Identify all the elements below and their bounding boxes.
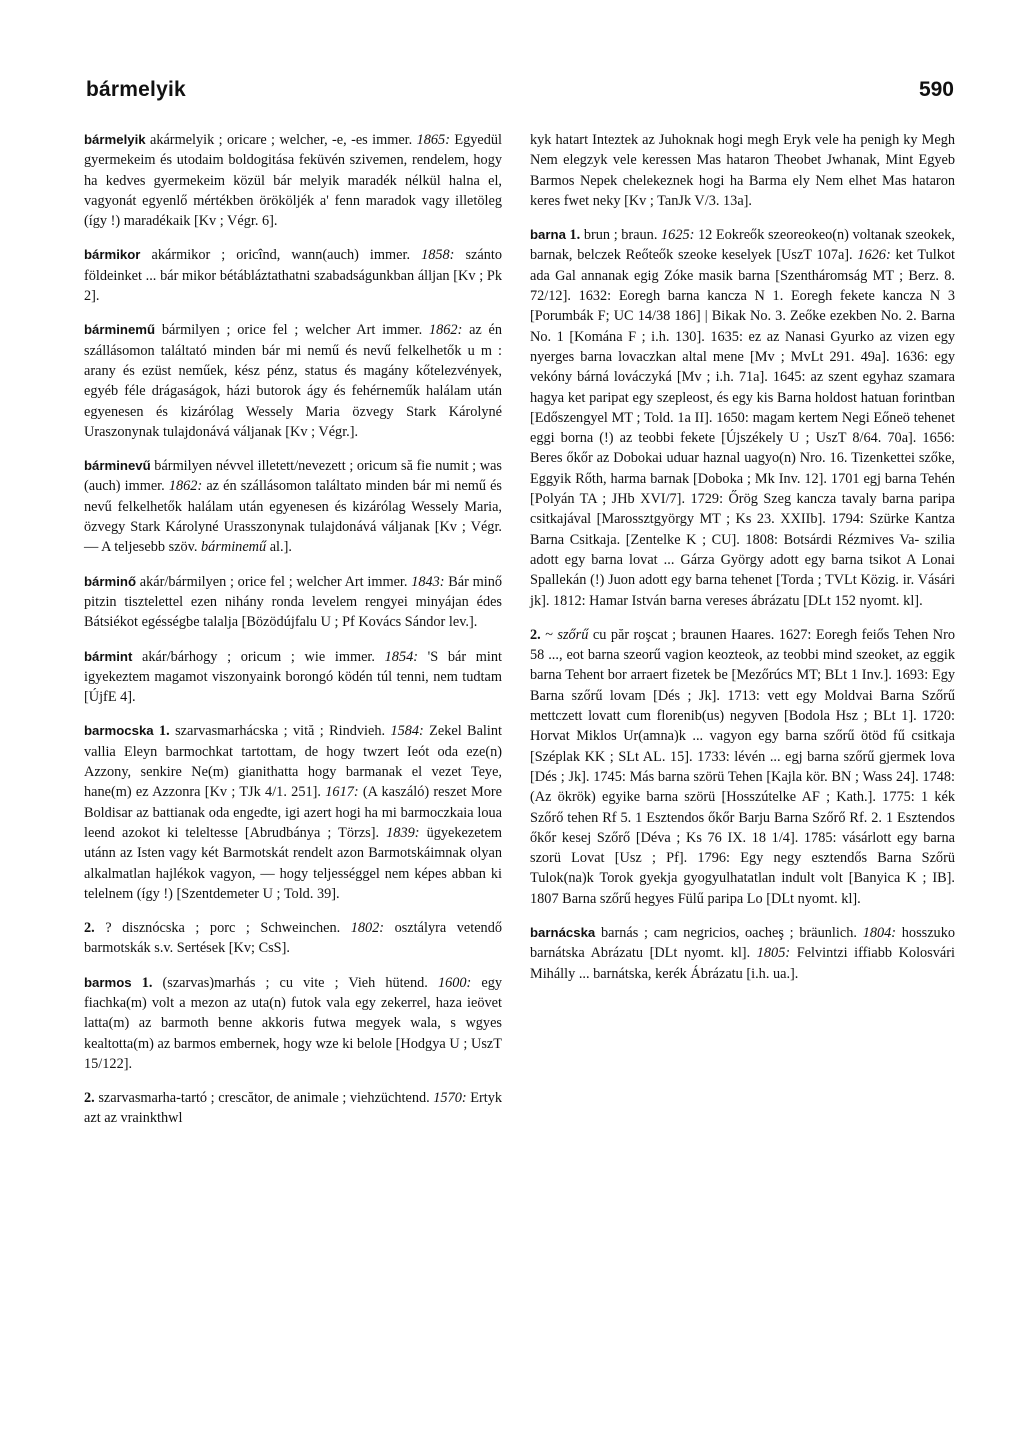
sense-number: 2. bbox=[530, 626, 541, 643]
entry-subterm: szőrű bbox=[557, 626, 589, 643]
citation-year: 1626: bbox=[857, 247, 891, 264]
citation-year: 1570: bbox=[433, 1090, 467, 1107]
citation-text: (A kaszáló) reszet More Boldisar az battianak oda engedte, igi azert hogi ha mi barmoczkaia loua leend azokot ki teleltesse [Abrudbánya ; Törzs]. bbox=[84, 784, 502, 841]
page-number: 590 bbox=[918, 78, 954, 101]
page-header bbox=[86, 78, 954, 108]
citation-year: 1617: bbox=[325, 784, 359, 801]
entry-reference: bárminemű bbox=[201, 539, 267, 556]
citation-year: 1804: bbox=[862, 924, 897, 941]
sense-number: 2. bbox=[84, 1090, 95, 1107]
citation-year: 1865: bbox=[416, 132, 450, 148]
entry-definition: akár/bármilyen ; orice fel ; welcher Art immer. bbox=[136, 573, 412, 590]
citation-text: 'S bár mint igyekeztem magamot viszonyaink borongó ködén túl tenni, nem tudtam [ÚjfE 4]. bbox=[84, 648, 502, 706]
citation-text: Felvintzi iffiabb Kolosvári Mihálly ... barnátska, kerék Ábrázatu [i.h. ua.]. bbox=[530, 945, 955, 982]
entry-headword: bárminevű bbox=[84, 458, 151, 474]
entry-definition: brun ; braun. bbox=[580, 227, 662, 244]
entry-headword: barmos bbox=[84, 974, 132, 990]
citation-text: Bár minő pitzin tisztelettel ezen nihány ronda levelem rengyei minyájan édes Bátsiékot egésségbe talalja [Bözödújfalu U ; Pf Kovács Sándor lev.]. bbox=[84, 573, 503, 631]
citation-year: 1625: bbox=[661, 227, 695, 244]
citation-text: Egyedül gyermekeim és utodaim boldogitása feküvén szivemen, rendelem, hogy ha kedves gyermekeim közül bár melyik maradék nélkül halna el, vagyonát egyenlő mértékben örököljék a' fenn maradok vagy illetöleg (így !) maradékaik [Kv ; Végr. 6]. bbox=[84, 132, 502, 230]
entry-headword: barmocska bbox=[84, 723, 154, 739]
citation-text: az én szállásomon találtató minden bár mi nemű és nevű felkelhetők u m : arany és ezüst neműek, kész pénz, status és magány kőtelezvények, egyéb féle drágaságok, házi butorok ágy és fehérneműk halálam után egyenesen és kizárólag Wessely Maria özvegy Stark Károlyné Uraszonynak tulajdonává váljanak [Kv ; Végr.]. bbox=[84, 322, 503, 440]
right-column bbox=[530, 130, 955, 998]
sense-number: 1. bbox=[131, 974, 153, 991]
entry-definition: szarvasmarha-tartó ; crescător, de animale ; viehzüchtend. bbox=[94, 1090, 434, 1107]
citation-text: hosszuko barnátska Abrázatu [DLt nyomt. kl]. bbox=[530, 924, 956, 962]
citation-text: osztályra vetendő barmotskák s.v. Sertések [Kv; CsS]. bbox=[84, 920, 502, 957]
entry-headword: bárminő bbox=[84, 573, 137, 589]
citation-text: al.]. bbox=[266, 539, 292, 556]
citation-year: 1802: bbox=[350, 920, 385, 937]
running-head: bármelyik bbox=[86, 78, 186, 101]
citation-year: 1805: bbox=[756, 945, 791, 962]
dictionary-entry bbox=[84, 320, 502, 442]
entry-headword: bármint bbox=[84, 648, 133, 664]
dictionary-entry bbox=[84, 456, 502, 557]
dictionary-entry bbox=[530, 225, 955, 611]
dictionary-entry bbox=[84, 245, 502, 306]
entry-headword: bárminemű bbox=[84, 322, 156, 338]
citation-text: cu păr roşcat ; braunen Haares. 1627: Eoregh feiős Tehen Nro 58 ..., eot barna szeorű vagion keozteok, az teobbi mind szeoket, az eggik barna Tehent bor arraert fizetek be [Mezőrúcs MT; BLt 1 Inv.]. 1693: Egy Barna szőrű lovam [Dés ; Jk]. 1713: vett egy Moldvai Barna Szőrű mettczett lovatt cum florenib(us) negyven [Bodola Hsz ; BLt 1]. 1720: Horvat Miklos Ur(amna)k ... vagyon egy barna szőrű ötöd fű csitkaja [Széplak KK ; SLt AL. 15]. 1733: lévén ... egj barna szőrű gjermek lova [Dés ; Jk]. 1745: Más barna szörü Tehen [Kajla kör. BN ; Wass 24]. 1748: (Az ökrök) egyike barna szörü [Hosszútelke AF ; Kath.]. 1775: 1 kék Szőrő tehen Rf 5. 1 Esztendos őkőr Barju Barna Szőrő Rf. 2. 1 Esztendos őkőr kesej Szőrő [Déva ; Ks 76 IX. 18 1/4]. 1785: vásárlott egy barna szorü Lovat [Usz ; Pf]. 1796: Egy negy esztendős Barna Szőrü Tulok(na)k Torok gyekja gyogyulhatatlan indult volt [Banyica K ; IB]. 1807 Barna szőrű hegyes Fülű paripa Lo [DLt nyomt. kl]. bbox=[530, 626, 955, 907]
entry-headword: barna bbox=[530, 227, 566, 243]
citation-year: 1858: bbox=[421, 247, 455, 264]
entry-definition: (szarvas)marhás ; cu vite ; Vieh hütend. bbox=[152, 974, 438, 991]
citation-text: ket Tulkot ada Gal annanak egig Zóke masik barna [Szentháromság MT ; Berz. 8. 72/12]. 1632: Eoregh barna kancza N 1. Eoregh fekete kancza N 3 [Porumbák F; UC 14/38 186] | Bikak No. 3. Zeőke ezekben No. 2. Barna No. 1 [Komána F ; i.h. 130]. 1635: ez az Nanasi Gyurko az vizen egy nyerges barna lovaczkan altal mene [Mv ; MvLt 291. 49a]. 1636: egy vekóny bárná lováczyká [Mv ; i.h. 71a]. 1645: az szent egyhaz szamara hagya ket paripat egy szepleost, és egy kis Barna holdost hatuan forintban [Edőszengyel MT ; Told. 1a II]. 1650: magam kertem Negi Eőneö tehenet eggi borna (!) az teobbi fekete [Újszékely U ; UszT 8/64. 70a]. 1656: Beres őkőr az Dobokai uduar haznal uagyo(n) Nro. 16. Tizenkettei szőke, Eggyik Rőth, harma barnak [Doboka ; Mk Inv. 12]. 1701 egj barna Tehén [Polyán TA ; JHb XVI/7]. 1729: Őrög Szeg kancza tavaly barna paripa csitkajával [Marossztgyörgy MT ; Ks 23. XXIIb]. 1794: Szürke Kantza Barna Csitkaja. [Zentelke K ; CU]. 1808: Botsárdi Rézmives Va- szilia adott egy barna lovat ... Gárza György adott egy barna tsikot A Lonai Spallekán (!) Juon adott egy barna tehenet [Torda ; TVLt Közig. ir. Vásári jk]. 1812: Hamar István barna vereses ábrázatu [DLt 152 nyomt. kl]. bbox=[530, 247, 955, 609]
citation-text: egy fiachka(m) volt a mezon az uta(n) futok vala egy zekerrel, haza ieövet latta(m) az barmoth benne akkoris futwa megyek wala, s wgyes kealtotta(m) az barmos embernek, hogy wze ki belole [Hodgya U ; UszT 15/122]. bbox=[84, 974, 503, 1072]
citation-year: 1862: bbox=[428, 322, 463, 339]
entry-definition: kyk hatart Inteztek az Juhoknak hogi megh Eryk vele ha penigh ky Megh Nem elegzyk vele keressen Mas hataron Theobet Jwhanak, Mint Egyeb Barmos Nepek chelekeznek hogi ha Barma ely Nem elhet Mas hataron keres fwet neky [Kv ; TanJk V/3. 13a]. bbox=[530, 132, 955, 209]
entry-headword: bármelyik bbox=[84, 132, 146, 147]
citation-text: 12 Eokreők szeoreokeo(n) voltanak szeokek, barnak, belczek Reőteők szeoke keselyek [UszT 107a]. bbox=[530, 227, 956, 264]
entry-definition: bármilyen ; orice fel ; welcher Art immer. bbox=[155, 322, 429, 339]
entry-definition: akár/bárhogy ; oricum ; wie immer. bbox=[132, 648, 385, 665]
dictionary-entry bbox=[84, 130, 502, 231]
citation-text: az én szállásomon találtato minden bár mi nemű és nevű felkelhetők halálam után egyenesen és kizárólag Wessely Maria, özvegy Stark Károlyné Urasszonynak tulajdonává váljanak [Kv ; Végr. — A teljesebb szöv. bbox=[84, 478, 503, 556]
entry-definition: ~ bbox=[540, 626, 558, 643]
citation-year: 1584: bbox=[390, 723, 424, 740]
entry-continuation bbox=[84, 918, 502, 959]
sense-number: 1. bbox=[565, 227, 581, 244]
entry-definition: szarvasmarhácska ; vită ; Rindvieh. bbox=[169, 723, 391, 740]
entry-continuation bbox=[530, 625, 955, 909]
sense-number: 2. bbox=[84, 920, 95, 937]
citation-year: 1854: bbox=[384, 648, 418, 665]
citation-text: ügyekezetem utánn az Isten vagy két Barmotskát rendelt azon Barmotskáimnak olyan alkalmatlan hajlékok vagyon, — hogy teljességgel nem képes abban ki telelnem (így !) [Szentdemeter U ; Told. 39]. bbox=[84, 824, 502, 902]
dictionary-entry bbox=[84, 721, 502, 904]
citation-year: 1839: bbox=[386, 824, 420, 841]
entry-continuation bbox=[84, 1088, 502, 1129]
entry-headword: bármikor bbox=[84, 247, 141, 263]
dictionary-entry bbox=[84, 647, 502, 708]
entry-definition: akármelyik ; oricare ; welcher, -e, -es immer. bbox=[145, 132, 417, 148]
sense-number: 1. bbox=[153, 723, 170, 740]
entry-definition: bármilyen névvel illetett/nevezett ; oricum să fie numit ; was (auch) immer. bbox=[84, 458, 502, 495]
dictionary-entry bbox=[84, 572, 502, 633]
entry-definition: barnás ; cam negricios, oacheş ; bräunlich. bbox=[595, 924, 863, 941]
entry-definition: akármikor ; oricînd, wann(auch) immer. bbox=[140, 247, 422, 264]
citation-year: 1600: bbox=[437, 974, 472, 991]
dictionary-entry bbox=[530, 923, 955, 984]
dictionary-entry bbox=[84, 973, 502, 1074]
citation-text: szánto földeinket ... bár mikor bétábláztathatni szabadságunkban álljan [Kv ; Pk 2]. bbox=[84, 247, 502, 305]
entry-headword: barnácska bbox=[530, 924, 596, 940]
citation-year: 1843: bbox=[411, 573, 445, 590]
entry-definition: ? disznócska ; porc ; Schweinchen. bbox=[94, 920, 351, 937]
citation-text: Zekel Balint vallia Eleyn barmochkat tartottam, de hogy twzert Ieót oda eze(n) Azzony, senkire Ne(m) gianithatta hogy barmanak el vezet Teye, hane(m) ez Azzonra [Kv ; TJk 4/1. 251]. bbox=[84, 723, 502, 801]
entry-continuation bbox=[530, 130, 955, 211]
citation-text: Ertyk azt az vrainkthwl bbox=[84, 1090, 502, 1127]
citation-year: 1862: bbox=[168, 478, 203, 495]
left-column bbox=[84, 130, 502, 1143]
